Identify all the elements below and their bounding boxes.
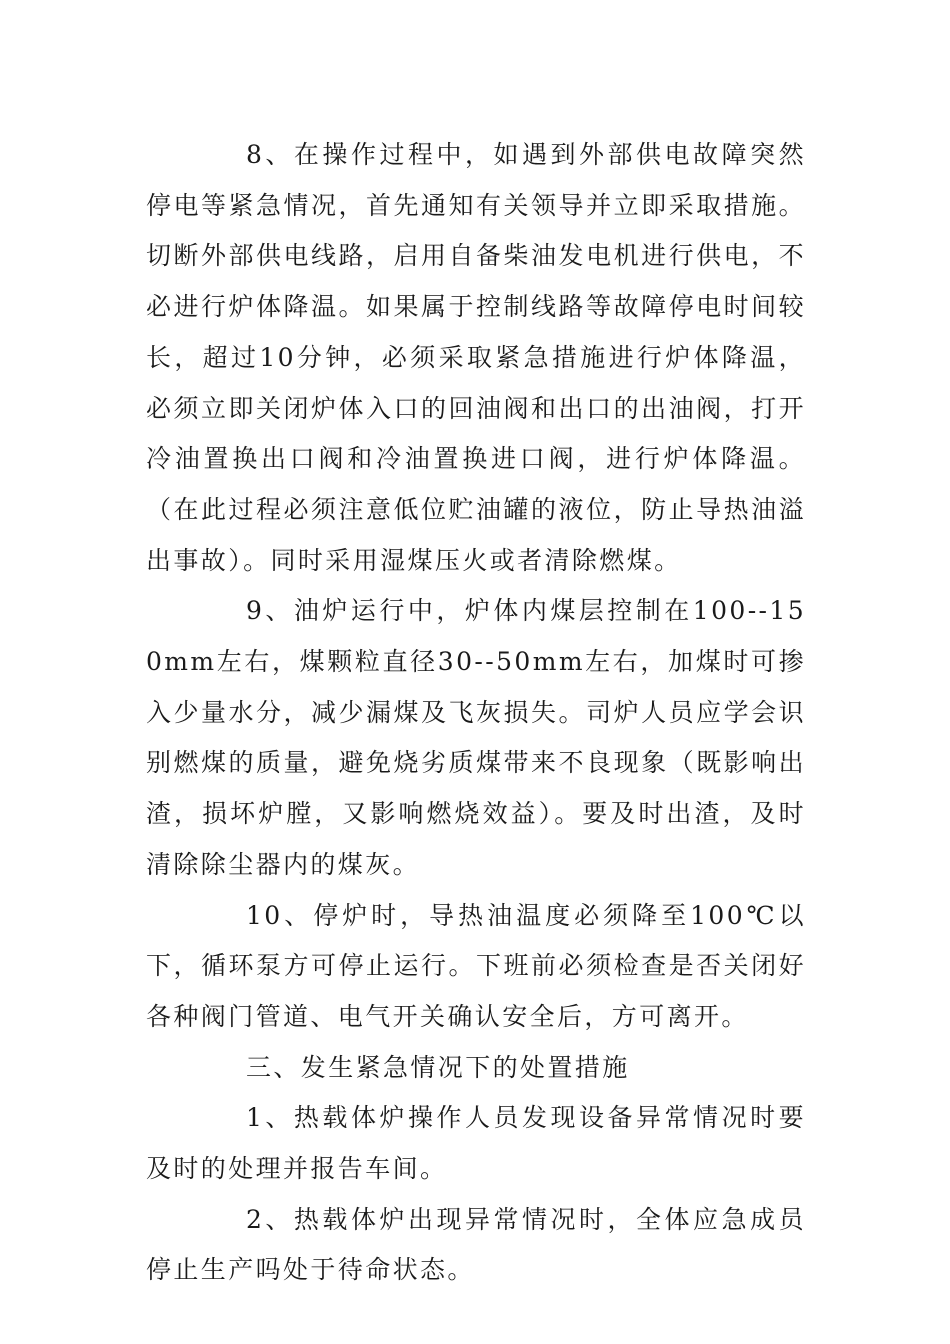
paragraph-item-10: 10、停炉时，导热油温度必须降至100℃以下，循环泵方可停止运行。下班前必须检查是否关闭好各种阀门管道、电气开关确认安全后，方可离开。 — [146, 900, 806, 1031]
section-heading: 三、发生紧急情况下的处置措施 — [246, 1052, 630, 1082]
paragraph-item-9: 9、油炉运行中，炉体内煤层控制在100--150mm左右，煤颗粒直径30--50mm左右，加煤时可掺入少量水分，减少漏煤及飞灰损失。司炉人员应学会识别燃煤的质量，避免烧劣质煤带来不良现象（既影响出渣，损坏炉膛，又影响燃烧效益）。要及时出渣，及时清除除尘器内的煤灰。 — [146, 596, 806, 879]
paragraph-section-3-item-1: 1、热载体炉操作人员发现设备异常情况时要及时的处理并报告车间。 — [146, 1103, 806, 1184]
paragraph-item-8: 8、在操作过程中，如遇到外部供电故障突然停电等紧急情况，首先通知有关领导并立即采取措施。切断外部供电线路，启用自备柴油发电机进行供电，不必进行炉体降温。如果属于控制线路等故障停电时间较长，超过10分钟，必须采取紧急措施进行炉体降温，必须立即关闭炉体入口的回油阀和出口的出油阀，打开冷油置换出口阀和冷油置换进口阀，进行炉体降温。（在此过程必须注意低位贮油罐的液位，防止导热油溢出事故）。同时采用湿煤压火或者清除燃煤。 — [146, 140, 806, 575]
paragraph-section-3-item-2: 2、热载体炉出现异常情况时，全体应急成员停止生产吗处于待命状态。 — [146, 1204, 806, 1285]
document-body — [146, 130, 806, 1296]
